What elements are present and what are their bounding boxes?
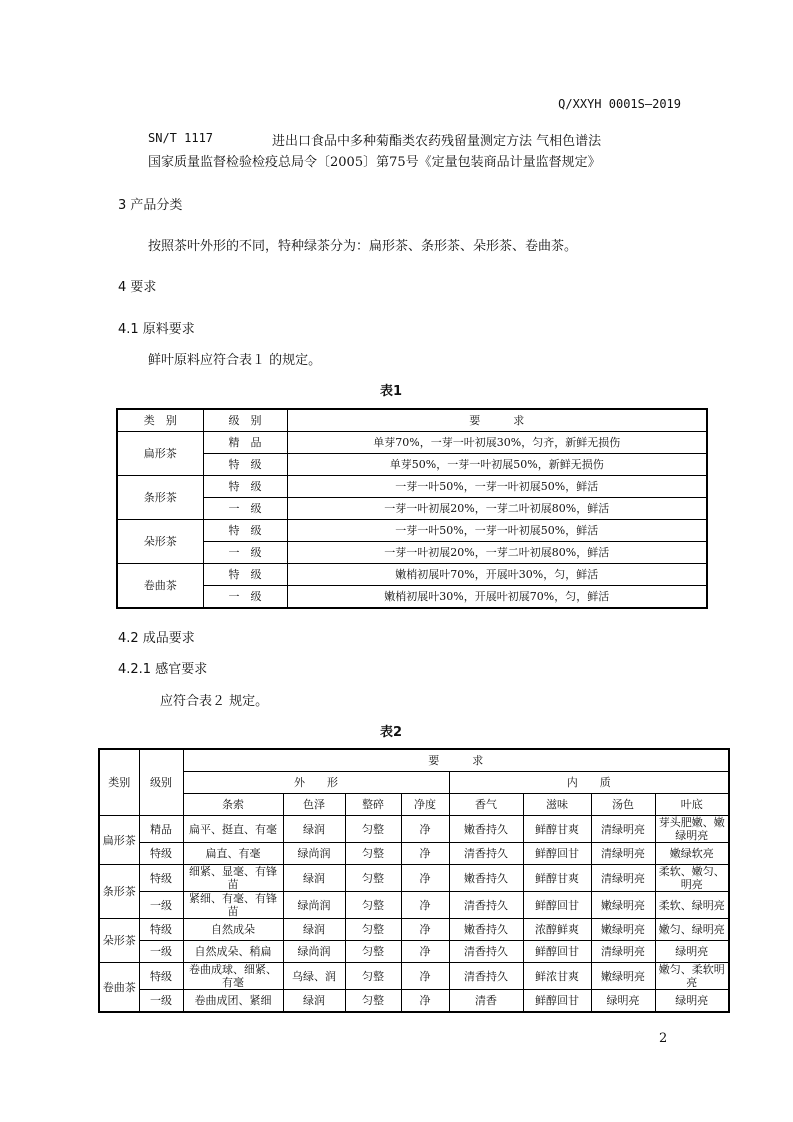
col-header: 香气 <box>449 794 523 816</box>
table-cell: 匀整 <box>345 865 401 892</box>
table1-header-grade: 级 别 <box>203 409 287 432</box>
table-cell: 自然成朵、稍扁 <box>183 941 283 963</box>
table-cell: 细紧、显毫、有锋苗 <box>183 865 283 892</box>
grade-cell: 特级 <box>139 843 183 865</box>
grade-cell: 一 级 <box>203 586 287 609</box>
table1-header-row <box>117 409 707 432</box>
grade-cell: 特级 <box>139 963 183 990</box>
table-cell: 扁直、有毫 <box>183 843 283 865</box>
table-cell: 净 <box>401 843 449 865</box>
table2 <box>98 748 730 1013</box>
category-cell: 卷曲茶 <box>117 564 203 609</box>
table2-header-row <box>99 772 729 794</box>
req-cell: 嫩梢初展叶70%，开展叶30%，匀，鲜活 <box>287 564 707 586</box>
table-cell: 柔软、嫩匀、明亮 <box>655 865 729 892</box>
category-cell: 条形茶 <box>117 476 203 520</box>
table2-header-req: 要 求 <box>183 749 729 772</box>
doc-code: Q/XXYH 0001S—2019 <box>558 97 681 111</box>
table2-header-inner: 内 质 <box>449 772 729 794</box>
table-cell: 鲜醇甘爽 <box>523 865 591 892</box>
grade-cell: 一 级 <box>203 498 287 520</box>
table-cell: 绿润 <box>283 816 345 843</box>
section-3-heading: 3 产品分类 <box>118 198 183 213</box>
table-cell: 净 <box>401 865 449 892</box>
category-cell: 条形茶 <box>99 865 139 919</box>
category-cell: 卷曲茶 <box>99 963 139 1013</box>
table-row <box>99 941 729 963</box>
grade-cell: 特级 <box>139 865 183 892</box>
col-header: 汤色 <box>591 794 655 816</box>
table2-header-grade: 级别 <box>139 749 183 816</box>
table-cell: 净 <box>401 919 449 941</box>
table-cell: 嫩香持久 <box>449 919 523 941</box>
grade-cell: 一 级 <box>203 542 287 564</box>
table-cell: 匀整 <box>345 919 401 941</box>
col-header: 叶底 <box>655 794 729 816</box>
table-cell: 净 <box>401 941 449 963</box>
table-cell: 浓醇鲜爽 <box>523 919 591 941</box>
grade-cell: 特 级 <box>203 564 287 586</box>
category-cell: 朵形茶 <box>117 520 203 564</box>
table-cell: 绿润 <box>283 919 345 941</box>
table-cell: 匀整 <box>345 843 401 865</box>
req-cell: 一芽一叶50%，一芽一叶初展50%，鲜活 <box>287 476 707 498</box>
table-row <box>99 919 729 941</box>
table-row <box>117 564 707 586</box>
table-cell: 乌绿、润 <box>283 963 345 990</box>
req-cell: 一芽一叶50%，一芽一叶初展50%，鲜活 <box>287 520 707 542</box>
table-cell: 匀整 <box>345 941 401 963</box>
req-cell: 嫩梢初展叶30%，开展叶初展70%，匀，鲜活 <box>287 586 707 609</box>
col-header: 净度 <box>401 794 449 816</box>
table-cell: 绿润 <box>283 990 345 1013</box>
table-row <box>117 586 707 609</box>
table-cell: 柔软、绿明亮 <box>655 892 729 919</box>
table-row <box>99 865 729 892</box>
grade-cell: 特级 <box>139 919 183 941</box>
table-row <box>99 892 729 919</box>
table-cell: 清香持久 <box>449 941 523 963</box>
table-row <box>117 542 707 564</box>
col-header: 滋味 <box>523 794 591 816</box>
table-cell: 嫩绿软亮 <box>655 843 729 865</box>
table2-header-category: 类别 <box>99 749 139 816</box>
col-header: 整碎 <box>345 794 401 816</box>
table1-header-req: 要 求 <box>287 409 707 432</box>
grade-cell: 一级 <box>139 990 183 1013</box>
section-4-1-body: 鲜叶原料应符合表１ 的规定。 <box>148 353 322 368</box>
grade-cell: 精 品 <box>203 432 287 454</box>
table-cell: 鲜醇甘爽 <box>523 816 591 843</box>
table1-header-category: 类 别 <box>117 409 203 432</box>
table-cell: 嫩香持久 <box>449 865 523 892</box>
table-row <box>99 843 729 865</box>
table-row <box>117 432 707 454</box>
table-row <box>99 990 729 1013</box>
ref-code: SN/T 1117 <box>148 131 214 145</box>
table-cell: 匀整 <box>345 990 401 1013</box>
table1 <box>116 408 708 609</box>
table-cell: 清绿明亮 <box>591 816 655 843</box>
grade-cell: 一级 <box>139 892 183 919</box>
section-4-1-heading: 4.1 原料要求 <box>118 322 195 337</box>
table-cell: 净 <box>401 963 449 990</box>
table-row <box>117 520 707 542</box>
table-cell: 紧细、有毫、有锋苗 <box>183 892 283 919</box>
table2-header-row <box>99 794 729 816</box>
table-cell: 绿明亮 <box>655 941 729 963</box>
table-cell: 匀整 <box>345 816 401 843</box>
table-cell: 绿尚润 <box>283 892 345 919</box>
section-4-2-heading: 4.2 成品要求 <box>118 631 195 646</box>
table-row <box>99 963 729 990</box>
req-cell: 单芽50%，一芽一叶初展50%，新鲜无损伤 <box>287 454 707 476</box>
grade-cell: 特 级 <box>203 520 287 542</box>
section-4-2-1-heading: 4.2.1 感官要求 <box>118 662 208 677</box>
table-cell: 清香持久 <box>449 963 523 990</box>
table-cell: 嫩匀、柔软明亮 <box>655 963 729 990</box>
table-cell: 卷曲成团、紧细 <box>183 990 283 1013</box>
table2-header-row <box>99 749 729 772</box>
grade-cell: 精品 <box>139 816 183 843</box>
table-cell: 绿尚润 <box>283 843 345 865</box>
table-cell: 嫩匀、绿明亮 <box>655 919 729 941</box>
page-number: 2 <box>659 1031 668 1046</box>
grade-cell: 特 级 <box>203 454 287 476</box>
col-header: 色泽 <box>283 794 345 816</box>
table2-caption: 表2 <box>380 725 403 740</box>
table-cell: 芽头肥嫩、嫩绿明亮 <box>655 816 729 843</box>
grade-cell: 一级 <box>139 941 183 963</box>
grade-cell: 特 级 <box>203 476 287 498</box>
table1-caption: 表1 <box>380 384 403 399</box>
table-row <box>117 476 707 498</box>
table-cell: 鲜醇回甘 <box>523 941 591 963</box>
table-row <box>99 816 729 843</box>
table-cell: 鲜醇回甘 <box>523 990 591 1013</box>
table-cell: 清香持久 <box>449 892 523 919</box>
req-cell: 单芽70%，一芽一叶初展30%，匀齐，新鲜无损伤 <box>287 432 707 454</box>
table-cell: 净 <box>401 816 449 843</box>
table-cell: 扁平、挺直、有毫 <box>183 816 283 843</box>
table-cell: 嫩绿明亮 <box>591 963 655 990</box>
table-cell: 清绿明亮 <box>591 865 655 892</box>
category-cell: 扁形茶 <box>117 432 203 476</box>
table-cell: 清绿明亮 <box>591 843 655 865</box>
table-cell: 卷曲成球、细紧、有毫 <box>183 963 283 990</box>
section-4-heading: 4 要求 <box>118 280 157 295</box>
req-cell: 一芽一叶初展20%，一芽二叶初展80%，鲜活 <box>287 542 707 564</box>
category-cell: 朵形茶 <box>99 919 139 963</box>
section-4-2-1-body: 应符合表２ 规定。 <box>160 694 269 709</box>
table-cell: 净 <box>401 990 449 1013</box>
section-3-body: 按照茶叶外形的不同，特种绿茶分为：扁形茶、条形茶、朵形茶、卷曲茶。 <box>148 239 578 254</box>
table-cell: 嫩香持久 <box>449 816 523 843</box>
table-cell: 清香持久 <box>449 843 523 865</box>
table-cell: 绿尚润 <box>283 941 345 963</box>
table-cell: 绿润 <box>283 865 345 892</box>
table-cell: 嫩绿明亮 <box>591 892 655 919</box>
table-cell: 绿明亮 <box>655 990 729 1013</box>
table-cell: 匀整 <box>345 963 401 990</box>
table-row <box>117 498 707 520</box>
ref-title: 进出口食品中多种菊酯类农药残留量测定方法 气相色谱法 <box>272 134 602 149</box>
table-cell: 清绿明亮 <box>591 941 655 963</box>
table-cell: 鲜醇回甘 <box>523 892 591 919</box>
table-cell: 鲜浓甘爽 <box>523 963 591 990</box>
table-row <box>117 454 707 476</box>
table-cell: 嫩绿明亮 <box>591 919 655 941</box>
table2-header-outer: 外 形 <box>183 772 449 794</box>
table-cell: 清香 <box>449 990 523 1013</box>
category-cell: 扁形茶 <box>99 816 139 865</box>
table-cell: 净 <box>401 892 449 919</box>
ref-regulation: 国家质量监督检验检疫总局令〔2005〕第75号《定量包装商品计量监督规定》 <box>148 155 601 170</box>
col-header: 条索 <box>183 794 283 816</box>
table-cell: 自然成朵 <box>183 919 283 941</box>
table-cell: 绿明亮 <box>591 990 655 1013</box>
table-cell: 匀整 <box>345 892 401 919</box>
req-cell: 一芽一叶初展20%，一芽二叶初展80%，鲜活 <box>287 498 707 520</box>
table-cell: 鲜醇回甘 <box>523 843 591 865</box>
